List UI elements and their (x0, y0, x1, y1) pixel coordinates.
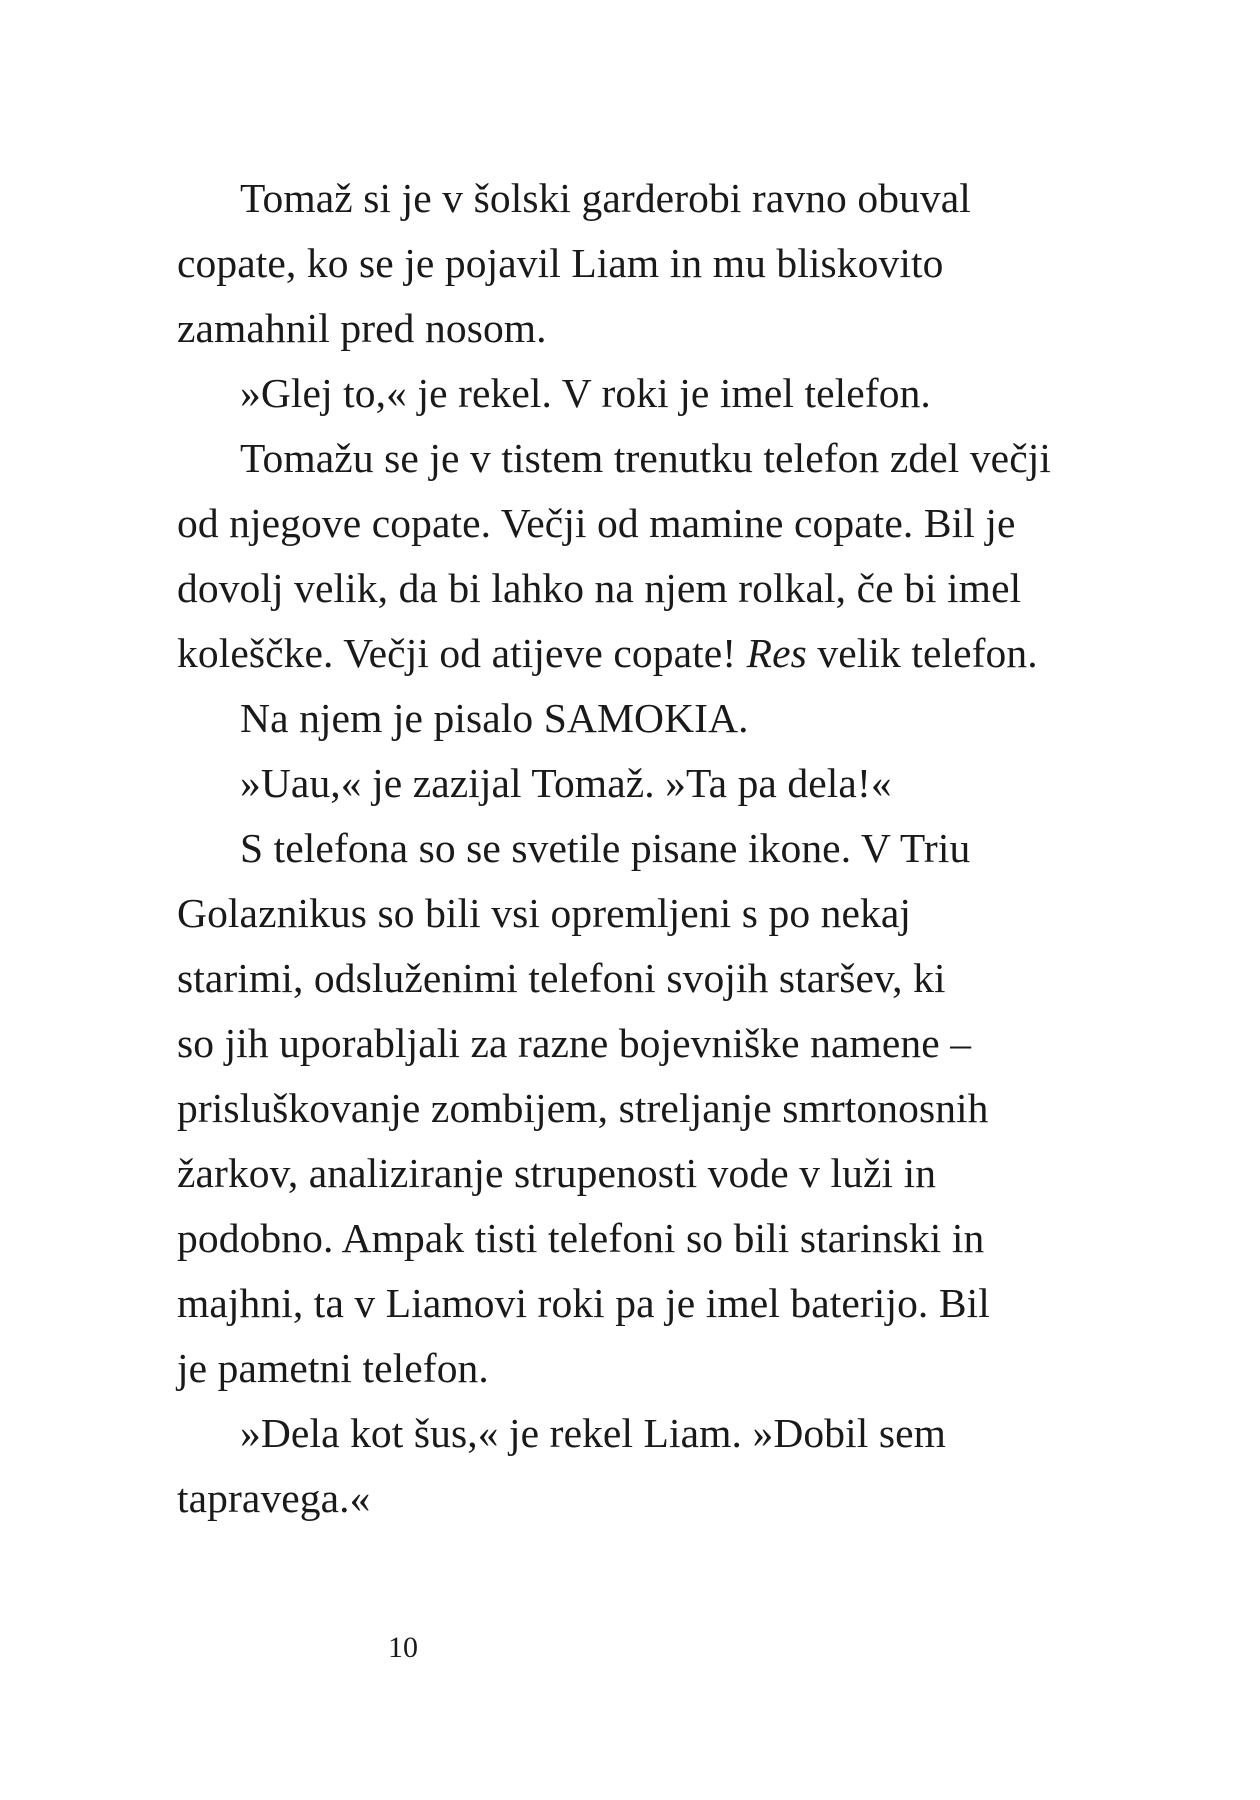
text-line: Na njem je pisalo SAMOKIA. (240, 695, 749, 741)
text-line: »Uau,« je zazijal Tomaž. »Ta pa dela!« (240, 760, 892, 806)
text-line: »Dela kot šus,« je rekel Liam. »Dobil sem (240, 1410, 946, 1456)
text-line: tapravega.« (177, 1475, 371, 1521)
text-line: copate, ko se je pojavil Liam in mu bliskovito (177, 240, 944, 286)
text-line: Tomažu se je v tistem trenutku telefon zdel večji (240, 435, 1051, 481)
text-line: starimi, odsluženimi telefoni svojih staršev, ki (177, 955, 946, 1001)
text-line: od njegove copate. Večji od mamine copate. Bil je (177, 500, 1016, 546)
text-line: Tomaž si je v šolski garderobi ravno obuval (240, 175, 971, 221)
text-line: prisluškovanje zombijem, streljanje smrtonosnih (177, 1085, 989, 1131)
text-line: »Glej to,« je rekel. V roki je imel telefon. (240, 370, 931, 416)
text-line: majhni, ta v Liamovi roki pa je imel baterijo. Bil (177, 1280, 990, 1326)
text-line: podobno. Ampak tisti telefoni so bili starinski in (177, 1215, 985, 1261)
text-line: dovolj velik, da bi lahko na njem rolkal, če bi imel (177, 565, 1022, 611)
body-text (177, 166, 1097, 1531)
text-line: Golaznikus so bili vsi opremljeni s po nekaj (177, 890, 912, 936)
page-number: 10 (388, 1631, 418, 1664)
text-segment: koleščke. Večji od atijeve copate! (177, 630, 747, 676)
text-line: so jih uporabljali za razne bojevniške namene – (177, 1020, 972, 1066)
text-line-with-italic (177, 621, 1097, 686)
text-line: je pametni telefon. (177, 1345, 489, 1391)
text-line: žarkov, analiziranje strupenosti vode v luži in (177, 1150, 937, 1196)
text-line: S telefona so se svetile pisane ikone. V Triu (240, 825, 971, 871)
text-segment: velik telefon. (806, 630, 1038, 676)
text-line: zamahnil pred nosom. (177, 305, 547, 351)
italic-emphasis: Res (746, 630, 807, 676)
